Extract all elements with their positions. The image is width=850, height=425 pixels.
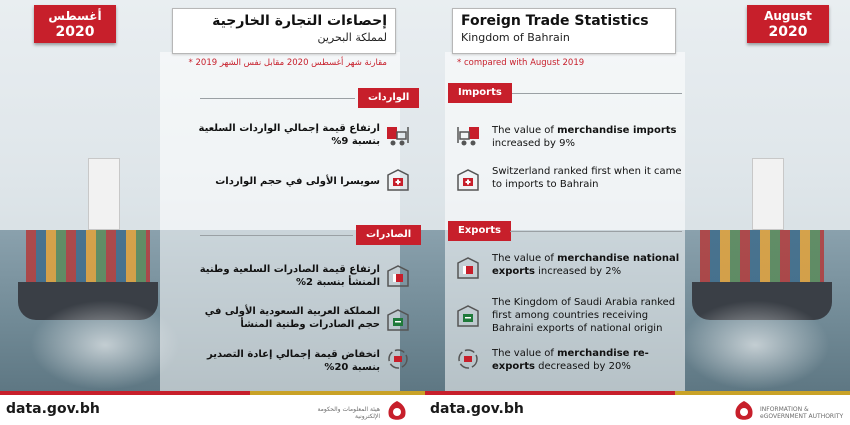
reexport-cycle-icon bbox=[455, 347, 481, 371]
english-date-badge bbox=[747, 5, 829, 43]
english-logo-line-2: eGOVERNMENT AUTHORITY bbox=[760, 413, 844, 420]
english-export-2-text: The Kingdom of Saudi Arabia ranked first among countries receiving Bahraini exports of national origin bbox=[492, 297, 676, 334]
english-comparison-note: * compared with August 2019 bbox=[457, 58, 585, 68]
arabic-subtitle: لمملكة البحرين bbox=[317, 31, 387, 44]
arabic-export-3-text: انخفاض قيمة إجمالي إعادة التصدير بنسبة 20% bbox=[206, 349, 380, 373]
iga-logo-icon bbox=[385, 400, 409, 422]
arabic-export-1-text: ارتفاع قيمة الصادرات السلعية وطنية المنشأ بنسبة 2% bbox=[199, 264, 380, 288]
container-bahrain-flag-icon bbox=[385, 264, 411, 288]
arabic-imports-divider bbox=[200, 98, 355, 99]
english-import-2-text: Switzerland ranked first when it came to imports to Bahrain bbox=[492, 166, 682, 190]
container-saudi-flag-icon bbox=[455, 304, 481, 328]
cargo-ship-right bbox=[692, 150, 832, 320]
arabic-imports-tag: الواردات bbox=[358, 88, 419, 108]
arabic-title: إحصاءات التجارة الخارجية bbox=[212, 13, 387, 29]
english-export-3-text: The value of merchandise re-exports decreased by 20% bbox=[492, 348, 649, 372]
forklift-icon bbox=[455, 124, 481, 148]
arabic-logo-text: هيئة المعلومات والحكومة الإلكترونية bbox=[317, 406, 380, 420]
english-date-year: 2020 bbox=[768, 24, 808, 40]
english-import-1-text: The value of merchandise imports increased by 9% bbox=[492, 125, 677, 149]
arabic-date-badge bbox=[34, 5, 116, 43]
english-exports-tag: Exports bbox=[448, 221, 511, 241]
english-subtitle: Kingdom of Bahrain bbox=[461, 31, 570, 44]
arabic-import-1-text: ارتفاع قيمة إجمالي الواردات السلعية بنسبة 9% bbox=[198, 123, 380, 147]
english-exports-divider bbox=[510, 231, 682, 232]
container-swiss-flag-icon bbox=[455, 168, 481, 192]
forklift-icon bbox=[385, 124, 411, 148]
arabic-date-month: أغسطس bbox=[48, 9, 102, 23]
english-logo-line-1: INFORMATION & bbox=[760, 406, 809, 413]
english-imports-tag: Imports bbox=[448, 83, 512, 103]
english-logo-text bbox=[760, 406, 848, 420]
english-imports-divider bbox=[512, 93, 682, 94]
container-saudi-flag-icon bbox=[385, 308, 411, 332]
container-swiss-flag-icon bbox=[385, 168, 411, 192]
arabic-site-link[interactable]: data.gov.bh bbox=[6, 401, 100, 417]
english-export-1-text: The value of merchandise national exports increased by 2% bbox=[492, 253, 680, 277]
container-bahrain-flag-icon bbox=[455, 256, 481, 280]
english-site-link[interactable]: data.gov.bh bbox=[430, 401, 524, 417]
arabic-date-year: 2020 bbox=[55, 24, 95, 40]
footer-bar bbox=[0, 395, 850, 425]
arabic-comparison-note: * مقارنة شهر أغسطس 2020 مقابل نفس الشهر 2019 bbox=[188, 58, 387, 68]
ship-wake-right bbox=[680, 300, 830, 390]
arabic-title-box bbox=[172, 8, 396, 54]
reexport-cycle-icon bbox=[385, 347, 411, 371]
arabic-export-2-text: المملكة العربية السعودية الأولى في حجم الصادرات وطنية المنشأ bbox=[204, 306, 380, 330]
cargo-ship-left bbox=[18, 150, 158, 320]
iga-logo-icon bbox=[732, 400, 756, 422]
ship-wake-left bbox=[30, 300, 180, 390]
arabic-exports-divider bbox=[200, 235, 353, 236]
english-date-month: August bbox=[764, 9, 812, 23]
arabic-import-2-text: سويسرا الأولى في حجم الواردات bbox=[215, 176, 380, 187]
english-title-box bbox=[452, 8, 676, 54]
english-title: Foreign Trade Statistics bbox=[461, 13, 649, 29]
arabic-exports-tag: الصادرات bbox=[356, 225, 421, 245]
